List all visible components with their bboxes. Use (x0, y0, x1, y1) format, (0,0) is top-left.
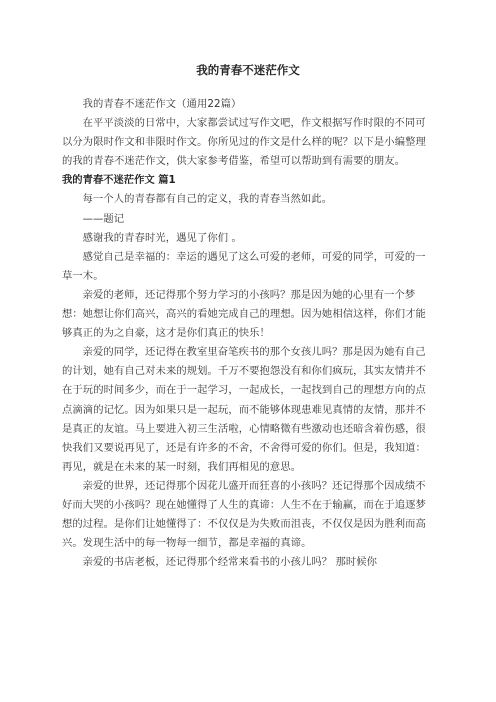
epigraph-paragraph: ——题记 (82, 212, 125, 225)
document-page (62, 62, 434, 572)
body-paragraph: 感觉自己是幸福的：幸运的遇见了这么可爱的老师，可爱的同学，可爱的一草一木。 (62, 250, 426, 282)
body-paragraph: 每一个人的青春都有自己的定义，我的青春当然如此。 (82, 193, 333, 206)
body-paragraph: 亲爱的同学，还记得在教室里奋笔疾书的那个女孩儿吗？那是因为她有自己的计划，她有自己对未来的规划。千万不要抱怨没有和你们疯玩，其实友情并不在于玩的时间多少，而在于一起学习，一起成长，一起找到自己的理想方向的点点滴滴的记忆。因为如果只是一起玩，而不能够体现患难见真情的友情，那并不是真正的友谊。马上要进入初三生活啦，心情略微有些激动也还暗含着伤感，很快我们又要说再见了，还是有许多的不舍，不舍得可爱的你们。但是，我知道：再见，就是在未来的某一时刻，我们再相见的意思。 (62, 346, 426, 473)
body-paragraph: 亲爱的世界，还记得那个因花儿盛开而狂喜的小孩吗？还记得那个因成绩不好而大哭的小孩吗？现在她懂得了人生的真谛：人生不在于输赢，而在于追逐梦想的过程。是你们让她懂得了：不仅仅是为失败而沮丧，不仅仅是因为胜利而高兴。发现生活中的每一物每一细节，都是幸福的真谛。 (62, 479, 426, 550)
document-title: 我的青春不迷茫作文 (196, 63, 300, 77)
subtitle-paragraph: 我的青春不迷茫作文（通用22篇） (82, 98, 242, 110)
body-paragraph: 感谢我的青春时光，遇见了你们 。 (82, 231, 242, 244)
body-paragraph: 亲爱的书店老板，还记得那个经常来看书的小孩儿吗？ 那时候你 (82, 556, 378, 569)
body-paragraph: 亲爱的老师，还记得那个努力学习的小孩吗？那是因为她的心里有一个梦想：她想让你们高兴，高兴的看她完成自己的理想。因为她相信这样，你们才能够真正的为之自豪，这才是你们真正的快乐！ (62, 288, 426, 340)
section-heading: 我的青春不迷茫作文 篇1 (62, 174, 176, 187)
intro-paragraph: 在平平淡淡的日常中，大家都尝试过写作文吧，作文根据写作时限的不同可以分为限时作文和非限时作文。你所见过的作文是什么样的呢？以下是小编整理的我的青春不迷茫作文，供大家参考借鉴，希望可以帮助到有需要的朋友。 (62, 117, 426, 168)
